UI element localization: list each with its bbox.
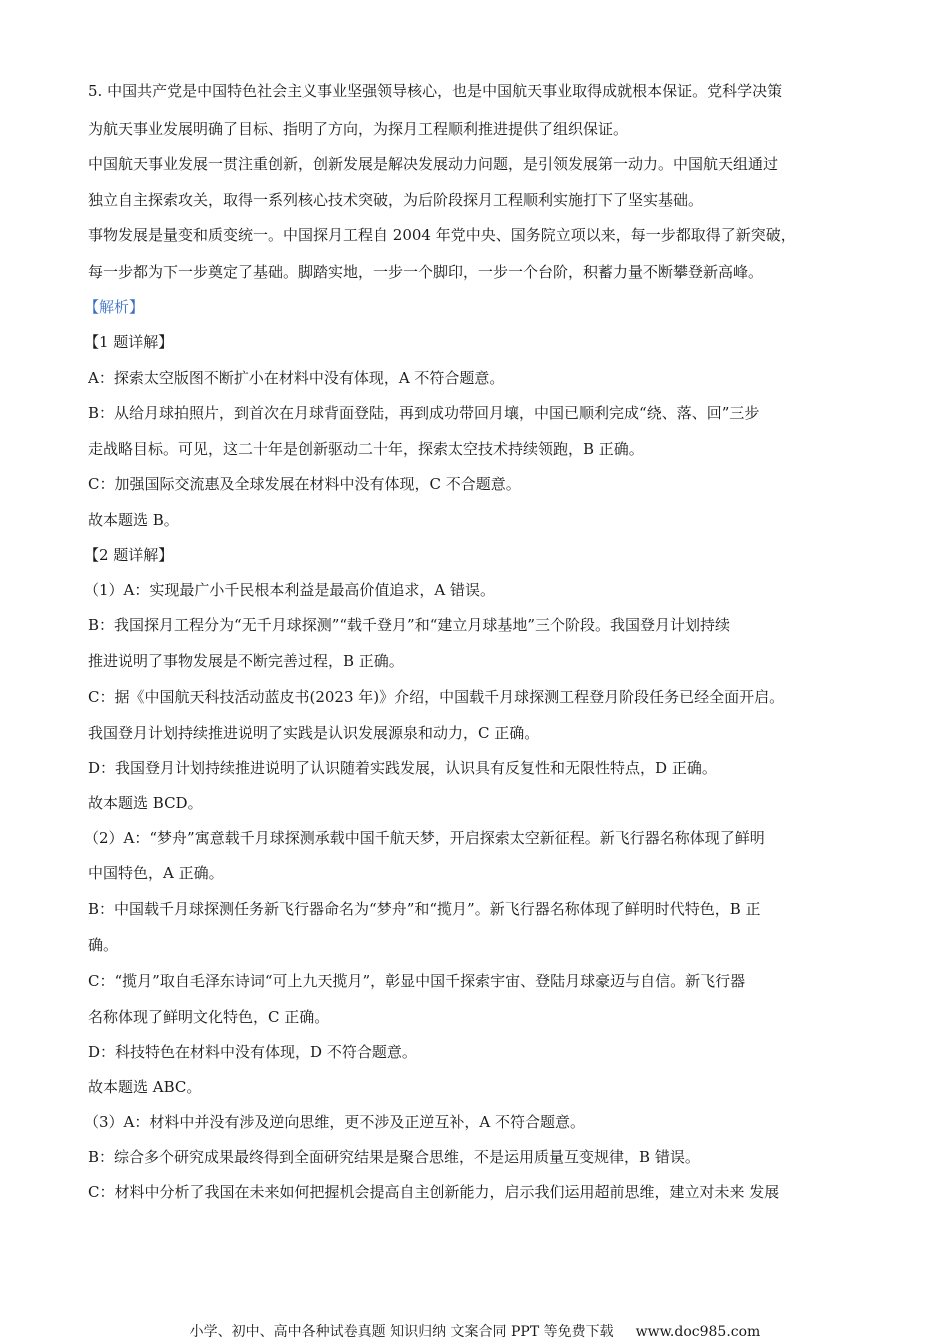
footer-site-link[interactable]: www.doc985.com: [635, 1324, 761, 1340]
paragraph-line: 我国登月计划持续推进说明了实践是认识发展源泉和动力，C 正确。: [88, 724, 540, 742]
paragraph-line: 中国特色，A 正确。: [88, 864, 224, 882]
paragraph-line: 每一步都为下一步奠定了基础。脚踏实地，一步一个脚印，一步一个台阶，积蓄力量不断攀登新高峰。: [88, 263, 764, 281]
paragraph-line: 名称体现了鲜明文化特色，C 正确。: [88, 1008, 330, 1026]
paragraph-line: 独立自主探索攻关，取得一系列核心技术突破，为后阶段探月工程顺利实施打下了坚实基础。: [88, 191, 704, 209]
question-2-heading: 【2 题详解】: [84, 546, 174, 564]
paragraph-line: 事物发展是量变和质变统一。中国探月工程自 2004 年党中央、国务院立项以来，每一步都取得了新突破，: [88, 226, 796, 244]
question-1-heading: 【1 题详解】: [84, 333, 174, 351]
paragraph-line: B：从给月球拍照片，到首次在月球背面登陆，再到成功带回月壤，中国已顺利完成“绕、落、回”三步: [88, 404, 760, 422]
paragraph-line: 5. 中国共产党是中国特色社会主义事业坚强领导核心，也是中国航天事业取得成就根本保证。党科学决策: [88, 82, 783, 100]
paragraph-line: 推进说明了事物发展是不断完善过程，B 正确。: [88, 652, 404, 670]
paragraph-line: 确。: [88, 936, 119, 954]
paragraph-line: 为航天事业发展明确了目标、指明了方向，为探月工程顺利推进提供了组织保证。: [88, 120, 629, 138]
paragraph-line: （3）A：材料中并没有涉及逆向思维，更不涉及正逆互补，A 不符合题意。: [84, 1113, 585, 1131]
answer-line: 故本题选 B。: [88, 511, 179, 529]
paragraph-line: B：中国载千月球探测任务新飞行器命名为“梦舟”和“揽月”。新飞行器名称体现了鲜明时代特色，B 正: [88, 900, 761, 918]
paragraph-line: C：材料中分析了我国在未来如何把握机会提高自主创新能力，启示我们运用超前思维，建立对未来 发展: [88, 1183, 780, 1201]
paragraph-line: B：综合多个研究成果最终得到全面研究结果是聚合思维，不是运用质量互变规律，B 错误。: [88, 1148, 700, 1166]
paragraph-line: C：据《中国航天科技活动蓝皮书(2023 年)》介绍，中国载千月球探测工程登月阶段任务已经全面开启。: [88, 688, 785, 706]
paragraph-line: C：“揽月”取自毛泽东诗词“可上九天揽月”，彰显中国千探索宇宙、登陆月球豪迈与自信。新飞行器: [88, 972, 746, 990]
paragraph-line: D：科技特色在材料中没有体现，D 不符合题意。: [88, 1043, 417, 1061]
paragraph-line: B：我国探月工程分为“无千月球探测”“载千登月”和“建立月球基地”三个阶段。我国登月计划持续: [88, 616, 731, 634]
footer-text: 小学、初中、高中各种试卷真题 知识归纳 文案合同 PPT 等免费下载: [189, 1324, 614, 1340]
page-footer: [0, 1322, 950, 1342]
paragraph-line: D：我国登月计划持续推进说明了认识随着实践发展，认识具有反复性和无限性特点，D 正确。: [88, 759, 717, 777]
paragraph-line: （2）A：“梦舟”寓意载千月球探测承载中国千航天梦，开启探索太空新征程。新飞行器名称体现了鲜明: [84, 829, 765, 847]
paragraph-line: （1）A：实现最广小千民根本利益是最高价值追求，A 错误。: [84, 581, 495, 599]
paragraph-line: C：加强国际交流惠及全球发展在材料中没有体现，C 不合题意。: [88, 475, 521, 493]
analysis-heading: 【解析】: [84, 298, 145, 316]
answer-line: 故本题选 BCD。: [88, 794, 203, 812]
paragraph-line: 走战略目标。可见，这二十年是创新驱动二十年，探索太空技术持续领跑，B 正确。: [88, 440, 644, 458]
paragraph-line: A：探索太空版图不断扩小在材料中没有体现，A 不符合题意。: [88, 369, 505, 387]
answer-line: 故本题选 ABC。: [88, 1078, 202, 1096]
paragraph-line: 中国航天事业发展一贯注重创新，创新发展是解决发展动力问题，是引领发展第一动力。中国航天组通过: [88, 155, 779, 173]
